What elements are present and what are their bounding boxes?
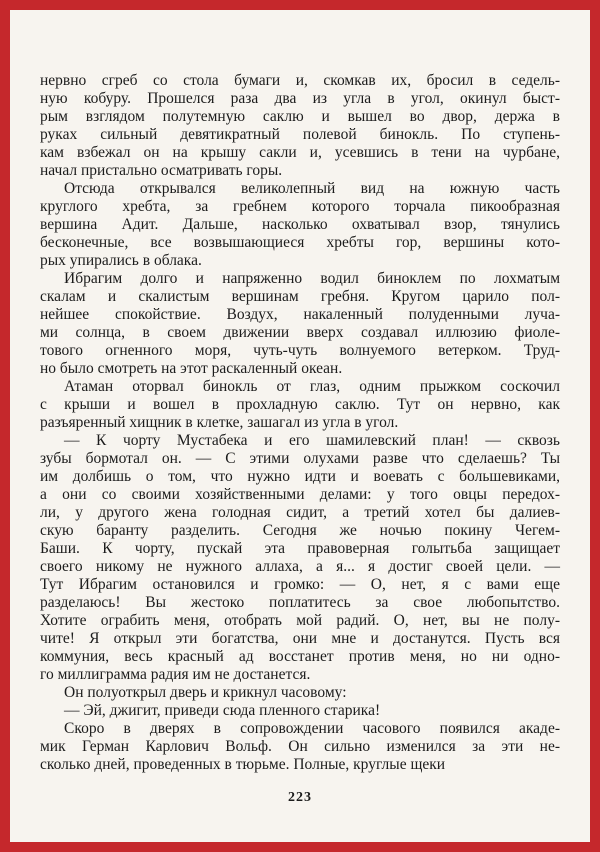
text-line: — К чорту Мустабека и его шамилевский план! — сквозь	[64, 432, 560, 449]
text-line: скую баранту разделить. Сегодня же ночью покину Чегем-	[40, 522, 560, 539]
paragraph	[40, 270, 560, 378]
text-line: своего никому не нужного аллаха, а я... я достиг своей цели. —	[40, 558, 560, 575]
book-page	[10, 10, 590, 842]
text-line: но было смотреть на этот раскаленный океан.	[40, 360, 343, 377]
text-line: рым взглядом полутемную саклю и вышел во двор, держа в	[40, 108, 560, 125]
text-line: кам взбежал он на крышу сакли и, усевшись в тени на чурбане,	[40, 144, 560, 161]
text-line: мик Герман Карлович Вольф. Он сильно изменился за эти не-	[40, 738, 560, 755]
paragraph	[40, 180, 560, 270]
text-line: с крыши и вошел в прохладную саклю. Тут он нервно, как	[40, 396, 560, 413]
paragraph	[40, 432, 560, 684]
paragraph	[40, 684, 560, 702]
text-line: ную кобуру. Прошелся раза два из угла в угол, окинул быст-	[40, 90, 560, 107]
text-line: сколько дней, проведенных в тюрьме. Полные, круглые щеки	[40, 756, 446, 773]
text-line: ли, у другого жена голодная сидит, а третий хотел бы далиев-	[40, 504, 560, 521]
paragraph	[40, 72, 560, 180]
text-line: Скоро в дверях в сопровождении часового появился акаде-	[64, 720, 560, 737]
text-line: им долбишь о том, что нужно идти и воевать с большевиками,	[40, 468, 560, 485]
text-line: вершина Адит. Дальше, насколько охватывал взор, тянулись	[40, 216, 560, 233]
text-line: скалам и скалистым вершинам гребня. Кругом царило пол-	[40, 288, 560, 305]
text-line: тового огненного моря, чуть-чуть волнуемого ветерком. Труд-	[40, 342, 560, 359]
paragraph	[40, 378, 560, 432]
text-line: Хотите ограбить меня, отобрать мой радий. О, нет, вы не полу-	[40, 612, 560, 629]
text-line: бесконечные, все возвышающиеся хребты гор, вершины кото-	[40, 234, 560, 251]
text-line: разделаюсь! Вы жестоко поплатитесь за свое любопытство.	[40, 594, 560, 611]
text-line: Атаман оторвал бинокль от глаз, одним прыжком соскочил	[64, 378, 560, 395]
text-line: коммуния, весь красный ад восстанет против меня, но ни одно-	[40, 648, 560, 665]
text-line: го миллиграмма радия им не достанется.	[40, 666, 311, 683]
text-line: а они со своими хозяйственными делами: у того овцы передох-	[40, 486, 560, 503]
text-line: Отсюда открывался великолепный вид на южную часть	[64, 180, 560, 197]
paragraph	[40, 702, 560, 720]
text-line: рых упирались в облака.	[40, 252, 202, 269]
text-line: начал пристально осматривать горы.	[40, 162, 283, 179]
text-line: нейшее спокойствие. Воздух, накаленный полуденными луча-	[40, 306, 560, 323]
text-line: Он полуоткрыл дверь и крикнул часовому:	[64, 684, 347, 701]
text-line: чите! Я открыл эти богатства, они мне и достанутся. Пусть вся	[40, 630, 560, 647]
text-line: нервно сгреб со стола бумаги и, скомкав их, бросил в седель-	[40, 72, 560, 89]
text-line: руках сильный девятикратный полевой бинокль. По ступень-	[40, 126, 560, 143]
text-line: Баши. К чорту, пускай эта правоверная голытьба защищает	[40, 540, 560, 557]
text-line: — Эй, джигит, приведи сюда пленного старика!	[64, 702, 381, 719]
text-line: Ибрагим долго и напряженно водил биноклем по лохматым	[64, 270, 560, 287]
text-line: разъяренный хищник в клетке, зашагал из угла в угол.	[40, 414, 399, 431]
text-line: зубы бормотал он. — С этими олухами разве что сделаешь? Ты	[40, 450, 560, 467]
text-line: ми солнца, в своем движении вверх создавал иллюзию фиоле-	[40, 324, 560, 341]
text-block	[40, 72, 560, 774]
paragraph	[40, 720, 560, 774]
text-line: круглого хребта, за гребнем которого торчала пикообразная	[40, 198, 560, 215]
text-line: Тут Ибрагим остановился и громко: — О, нет, я с вами еще	[40, 576, 560, 593]
page-number: 223	[288, 790, 312, 805]
